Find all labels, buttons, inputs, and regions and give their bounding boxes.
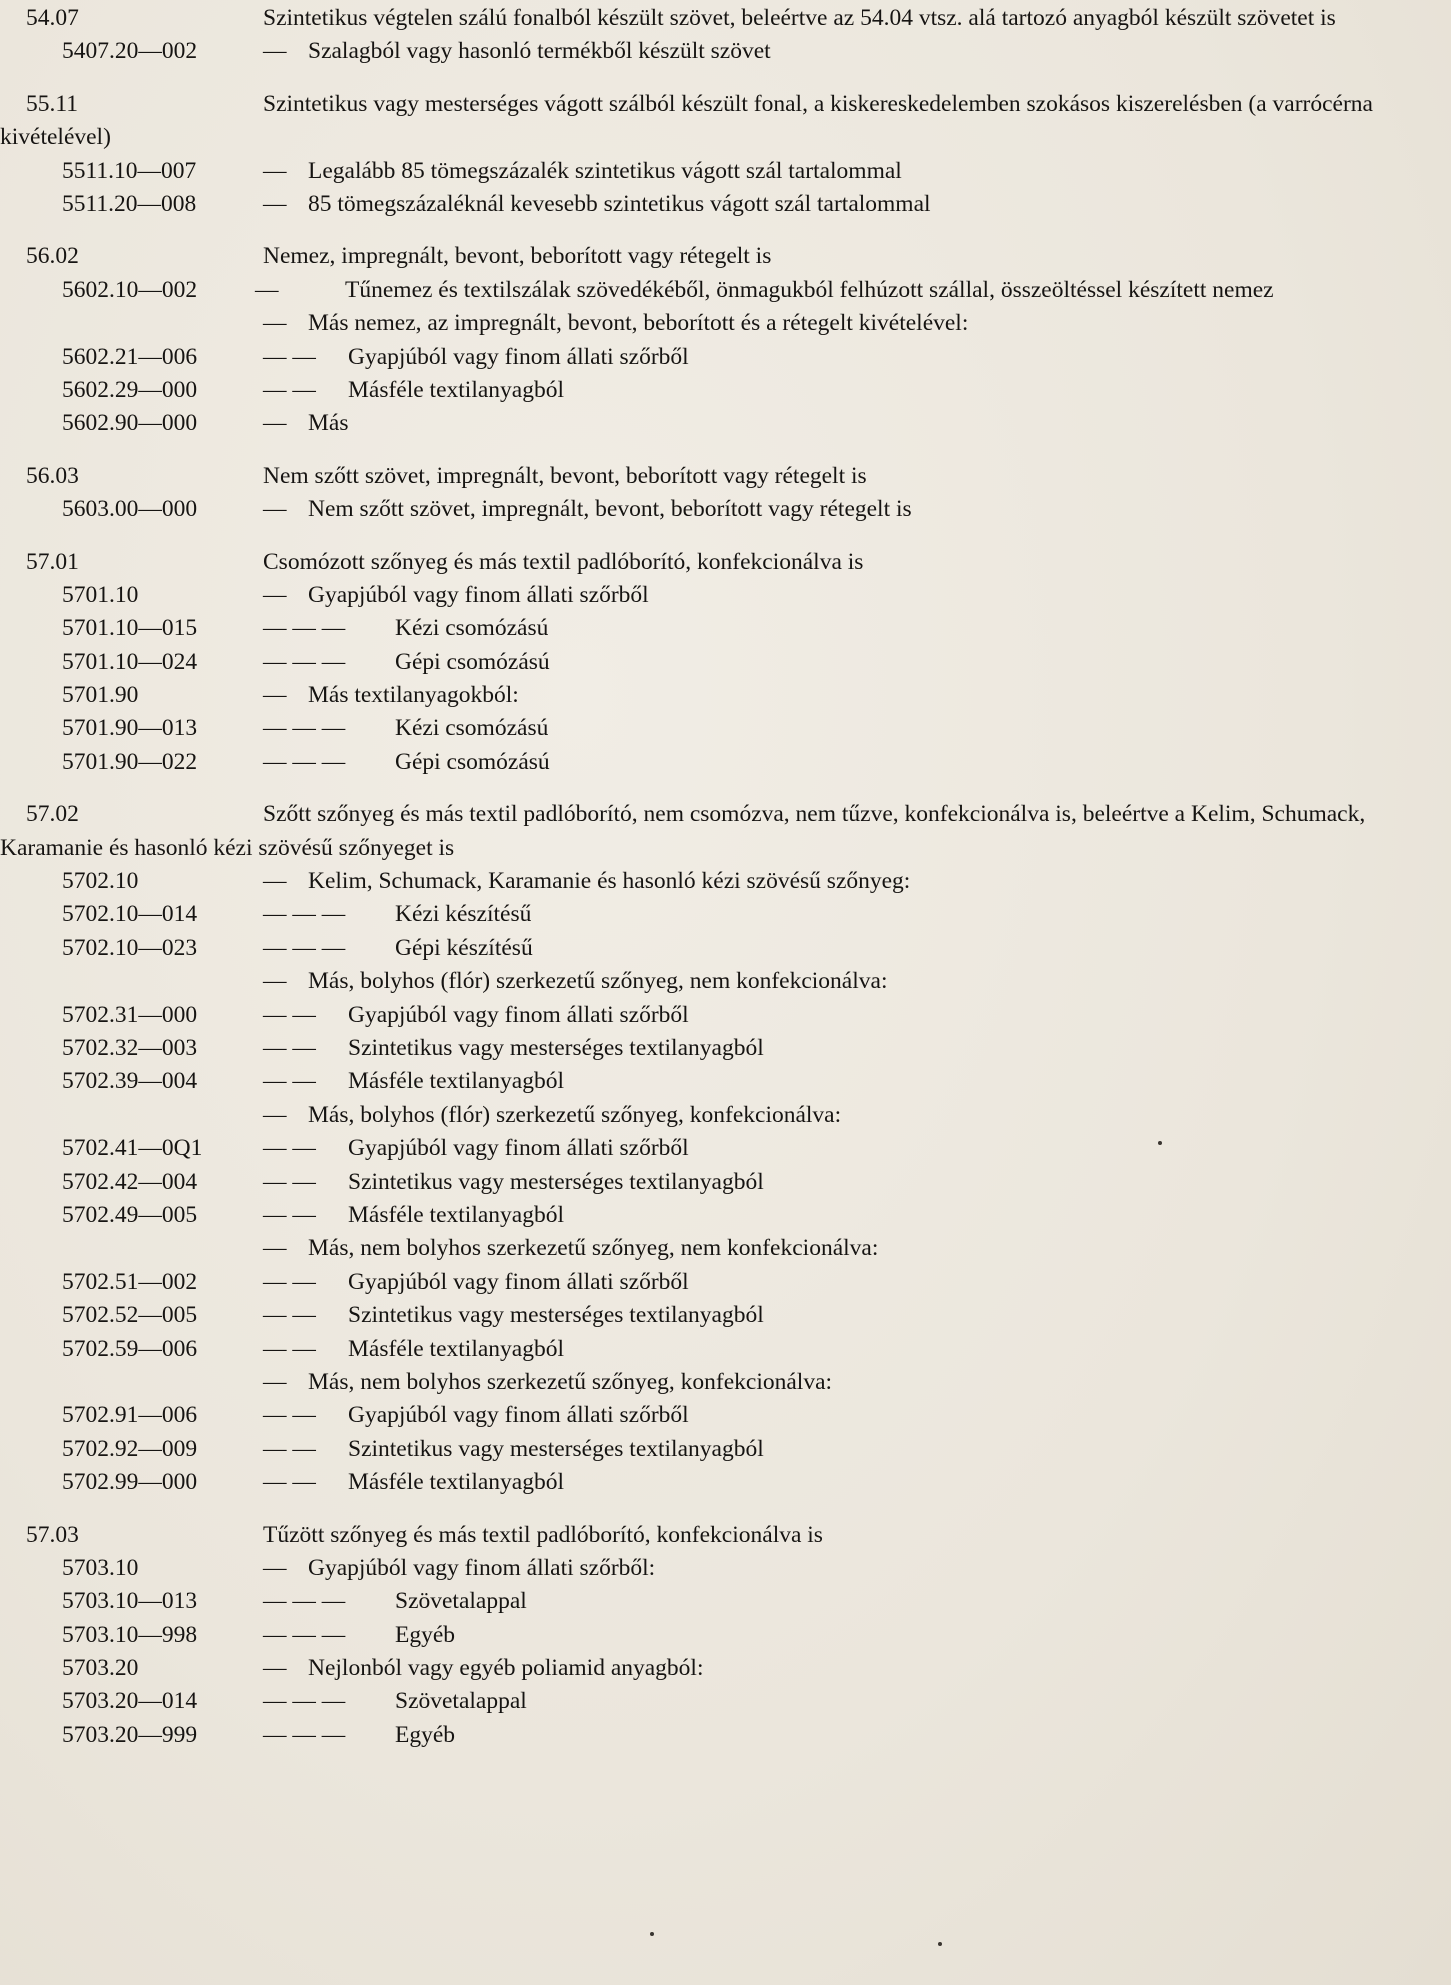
description: [263, 1652, 1423, 1685]
print-speck: [650, 1932, 654, 1936]
tariff-code: 5407.20—002: [62, 38, 198, 65]
subheading-row: [0, 746, 1451, 779]
description-text: Egyéb: [395, 1621, 456, 1648]
tariff-code: 5701.10: [62, 581, 139, 608]
indent-dash: —: [263, 496, 287, 523]
indent-dash: —: [263, 310, 287, 337]
description-text: Gyapjúból vagy finom állati szőrből: [308, 581, 649, 608]
subheading-row: [0, 374, 1451, 407]
description-text: Másféle textilanyagból: [348, 376, 564, 403]
tariff-code: 5702.99—000: [62, 1469, 198, 1496]
description: [263, 35, 1423, 68]
subheading-row: [0, 579, 1451, 612]
description-text: Szintetikus vagy mesterséges textilanyagból: [348, 1035, 764, 1062]
description: [0, 91, 1373, 150]
description: [263, 1619, 1423, 1652]
indent-dash: — —: [263, 1201, 316, 1228]
heading-code: 57.02: [26, 801, 79, 828]
description-text: Gyapjúból vagy finom állati szőrből:: [308, 1554, 656, 1581]
tariff-code: 5702.10—014: [62, 901, 198, 928]
description-text: Szintetikus vagy mesterséges vágott szálból készült fonal, a kiskereskedelemben szokásos kiszerelésben (a varrócérna kivételével): [0, 90, 1373, 151]
description-text: Másféle textilanyagból: [348, 1201, 564, 1228]
indent-dash: —: [255, 276, 279, 303]
description: [263, 155, 1423, 188]
heading-code: 56.02: [26, 243, 79, 270]
indent-dash: — —: [263, 1335, 316, 1362]
description: [263, 1232, 1423, 1265]
tariff-code: 5701.10—015: [62, 615, 198, 642]
indent-dash: —: [263, 868, 287, 895]
tariff-code: 5703.10—013: [62, 1588, 198, 1615]
subheading-row: [0, 1166, 1451, 1199]
indent-dash: —: [263, 1235, 287, 1262]
indent-dash: —: [263, 1554, 287, 1581]
indent-dash: —: [263, 191, 287, 217]
description: [263, 341, 1423, 374]
tariff-code: 5702.91—006: [62, 1402, 198, 1429]
heading-code: 57.01: [26, 548, 79, 575]
description: [263, 1552, 1423, 1585]
description-text: Tűnemez és textilszálak szövedékéből, önmagukból felhúzott szállal, összeöltéssel készített nemez: [345, 276, 1274, 303]
description: [263, 1519, 1423, 1552]
description: [263, 1032, 1423, 1065]
subheading-row: [0, 898, 1451, 931]
indent-dash: —: [263, 157, 287, 184]
description: [263, 240, 1423, 273]
indent-dash: — — —: [263, 1721, 346, 1748]
description-text: Csomózott szőnyeg és más textil padlóborító, konfekcionálva is: [263, 548, 864, 575]
description-text: Gyapjúból vagy finom állati szőrből: [348, 1001, 689, 1028]
description-text: Gépi készítésű: [395, 934, 533, 961]
subheading-row: [0, 932, 1451, 965]
indent-dash: — — —: [263, 934, 346, 961]
description-text: Kelim, Schumack, Karamanie és hasonló kézi szövésű szőnyeg:: [308, 868, 911, 895]
description-text: Szintetikus vagy mesterséges textilanyagból: [348, 1435, 764, 1462]
indent-dash: —: [263, 1101, 287, 1128]
subheading-row: [0, 35, 1451, 68]
subheading-row: [0, 1619, 1451, 1652]
description-text: Másféle textilanyagból: [348, 1469, 564, 1496]
subheading-row: [0, 646, 1451, 679]
tariff-code: 5511.10—007: [62, 157, 197, 184]
description: [263, 1299, 1423, 1332]
tariff-code: 5603.00—000: [62, 496, 198, 523]
subheading-row: [0, 1199, 1451, 1232]
tariff-code: 5702.31—000: [62, 1001, 198, 1028]
subheading-row: [0, 1399, 1451, 1432]
description-text: Más: [308, 410, 349, 437]
description: [255, 276, 1274, 303]
description: [263, 188, 1423, 221]
description-text: Szalagból vagy hasonló termékből készült szövet: [308, 38, 771, 65]
heading-row: [0, 88, 1451, 155]
subheading-row: [0, 1366, 1451, 1399]
description-text: Nemez, impregnált, bevont, beborított vagy rétegelt is: [263, 243, 772, 270]
indent-dash: — —: [263, 1168, 316, 1195]
description: [263, 1719, 1423, 1752]
description: [263, 612, 1423, 645]
description: [263, 712, 1423, 745]
heading-row: [0, 240, 1451, 273]
indent-dash: — —: [263, 1068, 316, 1095]
indent-dash: —: [263, 968, 287, 995]
description-text: Másféle textilanyagból: [348, 1068, 564, 1095]
description-text: Másféle textilanyagból: [348, 1335, 564, 1362]
subheading-row: [0, 1652, 1451, 1685]
indent-dash: — — —: [263, 1588, 346, 1615]
tariff-code: 5703.20—999: [62, 1721, 198, 1748]
subheading-row: [0, 1433, 1451, 1466]
description-text: Szövetalappal: [395, 1588, 527, 1615]
indent-dash: — —: [263, 343, 316, 370]
description-text: Gépi csomózású: [395, 648, 550, 675]
description-text: Nem szőtt szövet, impregnált, bevont, beborított vagy rétegelt is: [263, 462, 867, 489]
description-text: Kézi csomózású: [395, 615, 549, 642]
description: [263, 746, 1423, 779]
subheading-row: [0, 679, 1451, 712]
description: [263, 1585, 1423, 1618]
tariff-code: 5703.20—014: [62, 1688, 198, 1715]
tariff-code: 5702.59—006: [62, 1335, 198, 1362]
description: [263, 1685, 1423, 1718]
subheading-row: [0, 1333, 1451, 1366]
description: [263, 546, 1423, 579]
subheading-row: [0, 712, 1451, 745]
description-text: Szőtt szőnyeg és más textil padlóborító, nem csomózva, nem tűzve, konfekcionálva is, beleértve a Kelim, Schumack, Karamanie és hasonló kézi szövésű szőnyeget is: [0, 801, 1366, 861]
description-text: Más textilanyagokból:: [308, 682, 519, 709]
description-text: Szintetikus végtelen szálú fonalból készült szövet, beleértve az 54.04 vtsz. alá tartozó anyagból készült szövetet is: [263, 5, 1336, 31]
subheading-row: [0, 1099, 1451, 1132]
description: [263, 1399, 1423, 1432]
tariff-code: 5511.20—008: [62, 191, 197, 217]
description-text: Más, nem bolyhos szerkezetű szőnyeg, konfekcionálva:: [308, 1368, 833, 1395]
description-text: Más, nem bolyhos szerkezetű szőnyeg, nem konfekcionálva:: [308, 1235, 879, 1262]
description-text: Tűzött szőnyeg és más textil padlóborító, konfekcionálva is: [263, 1521, 823, 1548]
tariff-code: 5703.20: [62, 1655, 139, 1682]
indent-dash: —: [263, 410, 287, 437]
description-text: Nem szőtt szövet, impregnált, bevont, beborított vagy rétegelt is: [308, 496, 912, 523]
heading-code: 57.03: [26, 1521, 79, 1548]
description: [263, 407, 1423, 440]
indent-dash: — — —: [263, 1621, 346, 1648]
description: [263, 579, 1423, 612]
tariff-code: 5701.90—022: [62, 748, 198, 775]
description: [263, 460, 1423, 493]
tariff-code: 5702.10—023: [62, 934, 198, 961]
indent-dash: —: [263, 581, 287, 608]
description: [0, 801, 1365, 860]
subheading-row: [0, 1065, 1451, 1098]
description: [263, 1333, 1423, 1366]
indent-dash: — —: [263, 376, 316, 403]
description: [263, 1433, 1423, 1466]
heading-row: [0, 460, 1451, 493]
description-text: Nejlonból vagy egyéb poliamid anyagból:: [308, 1655, 704, 1682]
subheading-row: [0, 1466, 1451, 1499]
description: [263, 999, 1423, 1032]
subheading-row: [0, 612, 1451, 645]
tariff-code: 5702.51—002: [62, 1268, 198, 1295]
heading-row: [0, 798, 1451, 865]
tariff-list: [0, 2, 1451, 1752]
subheading-row: [0, 1585, 1451, 1618]
description-text: Szintetikus vagy mesterséges textilanyagból: [348, 1168, 764, 1195]
description-text: Gyapjúból vagy finom állati szőrből: [348, 1402, 689, 1429]
description: [263, 1466, 1423, 1499]
subheading-row: [0, 999, 1451, 1032]
heading-row: [0, 546, 1451, 579]
tariff-code: 5701.10—024: [62, 648, 198, 675]
heading-row: [0, 1519, 1451, 1552]
indent-dash: — —: [263, 1268, 316, 1295]
description-text: Más, bolyhos (flór) szerkezetű szőnyeg, nem konfekcionálva:: [308, 968, 888, 995]
heading-row: [0, 2, 1451, 35]
subheading-row: [0, 274, 1451, 307]
description-text: Más nemez, az impregnált, bevont, beborított és a rétegelt kivételével:: [308, 310, 969, 337]
subheading-row: [0, 1266, 1451, 1299]
tariff-code: 5702.52—005: [62, 1302, 198, 1329]
description: [263, 865, 1423, 898]
indent-dash: — — —: [263, 1688, 346, 1715]
subheading-row: [0, 865, 1451, 898]
tariff-code: 5702.10: [62, 868, 139, 895]
description: [263, 1065, 1423, 1098]
indent-dash: —: [263, 38, 287, 65]
subheading-row: [0, 1032, 1451, 1065]
tariff-code: 5602.29—000: [62, 376, 198, 403]
description: [263, 5, 1336, 31]
subheading-row: [0, 341, 1451, 374]
indent-dash: — — —: [263, 648, 346, 675]
tariff-code: 5702.41—0Q1: [62, 1135, 203, 1162]
indent-dash: — —: [263, 1001, 316, 1028]
description-text: 85 tömegszázaléknál kevesebb szintetikus vágott szál tartalommal: [308, 191, 931, 217]
description: [263, 1199, 1423, 1232]
description: [263, 646, 1423, 679]
subheading-row: [0, 1299, 1451, 1332]
indent-dash: —: [263, 682, 287, 709]
description: [263, 374, 1423, 407]
description-text: Egyéb: [395, 1721, 456, 1748]
description-text: Gépi csomózású: [395, 748, 550, 775]
description-text: Kézi készítésű: [395, 901, 532, 928]
description-text: Szintetikus vagy mesterséges textilanyagból: [348, 1302, 764, 1329]
heading-code: 55.11: [26, 90, 79, 117]
subheading-row: [0, 307, 1451, 340]
indent-dash: — —: [263, 1435, 316, 1462]
indent-dash: — —: [263, 1135, 316, 1162]
tariff-code: 5701.90—013: [62, 715, 198, 742]
indent-dash: — —: [263, 1402, 316, 1429]
description: [263, 679, 1423, 712]
tariff-code: 5602.21—006: [62, 343, 198, 370]
subheading-row: [0, 493, 1451, 526]
subheading-row: [0, 965, 1451, 998]
description: [263, 965, 1423, 998]
indent-dash: —: [263, 1655, 287, 1682]
description: [263, 1166, 1423, 1199]
subheading-row: [0, 1685, 1451, 1718]
description-text: Szövetalappal: [395, 1688, 527, 1715]
indent-dash: —: [263, 1368, 287, 1395]
indent-dash: — — —: [263, 615, 346, 642]
heading-code: 56.03: [26, 462, 79, 489]
description: [263, 1266, 1423, 1299]
tariff-code: 5702.92—009: [62, 1435, 198, 1462]
subheading-row: [0, 188, 1451, 221]
print-speck: [1158, 1141, 1162, 1145]
indent-dash: — — —: [263, 901, 346, 928]
indent-dash: — —: [263, 1302, 316, 1329]
description: [263, 307, 1423, 340]
subheading-row: [0, 1719, 1451, 1752]
tariff-code: 5702.49—005: [62, 1201, 198, 1228]
tariff-code: 5703.10: [62, 1554, 139, 1581]
description-text: Más, bolyhos (flór) szerkezetű szőnyeg, konfekcionálva:: [308, 1101, 842, 1128]
description: [263, 493, 1423, 526]
print-speck: [938, 1942, 942, 1946]
description: [263, 898, 1423, 931]
tariff-code: 5602.90—000: [62, 410, 198, 437]
heading-code: 54.07: [26, 5, 79, 31]
tariff-code: 5702.42—004: [62, 1168, 198, 1195]
description-text: Gyapjúból vagy finom állati szőrből: [348, 1268, 689, 1295]
description: [263, 1366, 1423, 1399]
description-text: Gyapjúból vagy finom állati szőrből: [348, 1135, 689, 1162]
indent-dash: — — —: [263, 715, 346, 742]
description: [263, 1132, 1423, 1165]
indent-dash: — —: [263, 1035, 316, 1062]
subheading-row: [0, 155, 1451, 188]
subheading-row: [0, 407, 1451, 440]
subheading-row: [0, 1132, 1451, 1165]
subheading-row: [0, 1552, 1451, 1585]
description-text: Legalább 85 tömegszázalék szintetikus vágott szál tartalommal: [308, 157, 902, 184]
tariff-code: 5602.10—002: [62, 276, 198, 303]
description: [263, 1099, 1423, 1132]
description-text: Kézi csomózású: [395, 715, 549, 742]
tariff-code: 5701.90: [62, 682, 139, 709]
description-text: Gyapjúból vagy finom állati szőrből: [348, 343, 689, 370]
tariff-code: 5702.39—004: [62, 1068, 198, 1095]
indent-dash: — — —: [263, 748, 346, 775]
tariff-code: 5702.32—003: [62, 1035, 198, 1062]
indent-dash: — —: [263, 1469, 316, 1496]
subheading-row: [0, 1232, 1451, 1265]
tariff-code: 5703.10—998: [62, 1621, 198, 1648]
description: [263, 932, 1423, 965]
